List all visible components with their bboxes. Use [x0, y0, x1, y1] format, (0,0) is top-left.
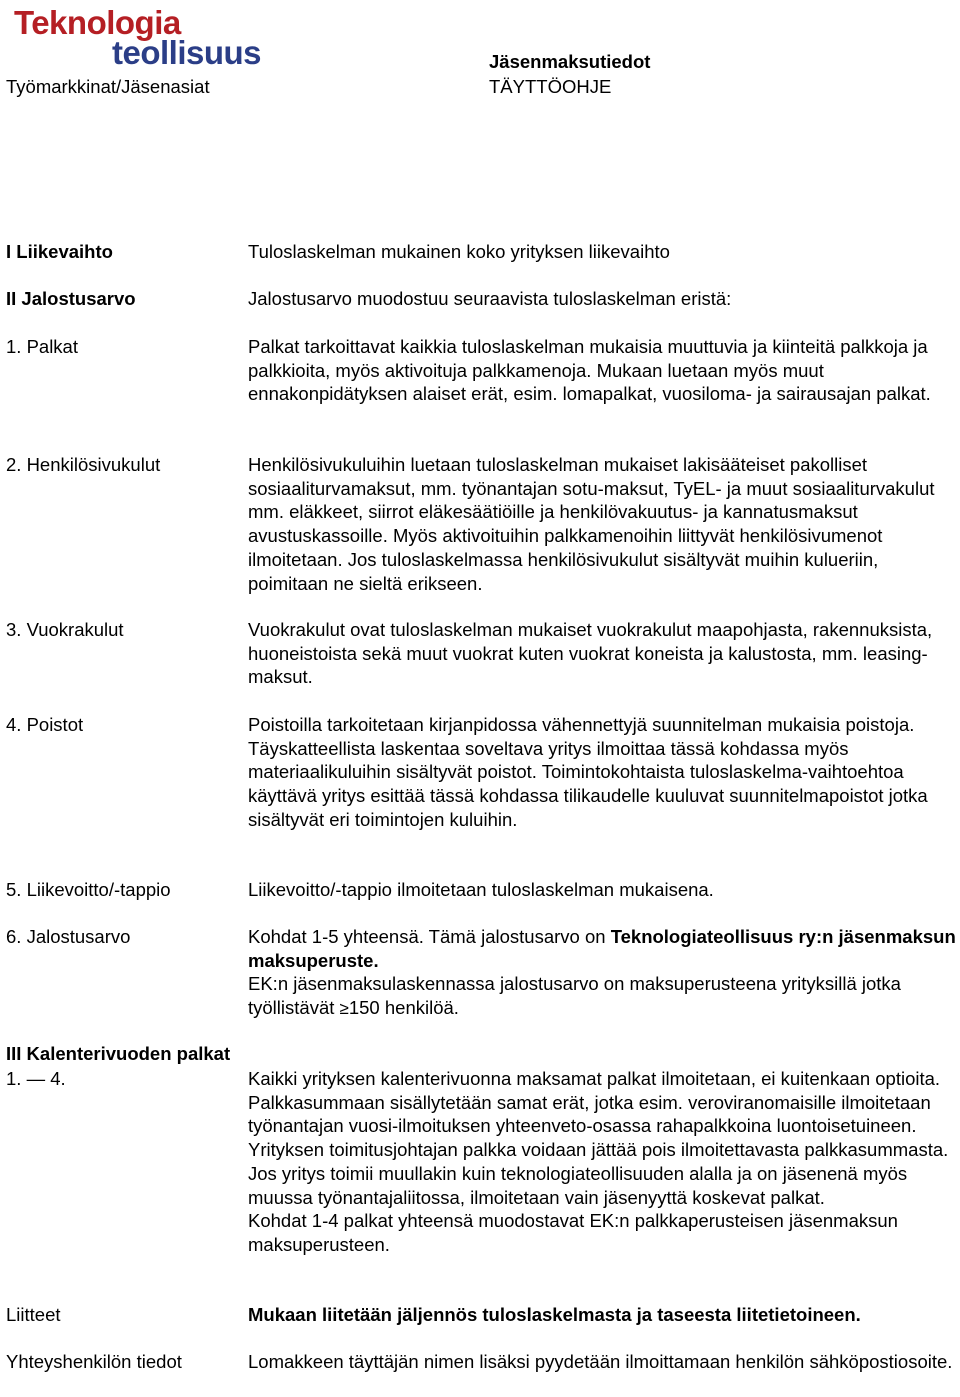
item-text: [248, 1067, 958, 1257]
item-text: [248, 925, 958, 1021]
text-run: Kohdat 1-5 yhteensä. Tämä jalostusarvo on: [248, 926, 611, 947]
item-label: Liitteet: [6, 1304, 61, 1325]
section-kalenterivuoden-palkat-heading: III Kalenterivuoden palkat: [6, 1043, 231, 1064]
section-text: Tuloslaskelman mukainen koko yrityksen liikevaihto: [248, 241, 670, 262]
item-paragraph: Poistoilla tarkoitetaan kirjanpidossa vähennettyjä suunnitelman mukaisia poistoja.: [248, 714, 915, 735]
item-paragraph: Kohdat 1-4 palkat yhteensä muodostavat EK:n palkkaperusteisen jäsenmaksun maksuperusteen.: [248, 1210, 898, 1255]
document-title: Jäsenmaksutiedot: [489, 51, 651, 72]
greater-equal-symbol: ≥: [339, 999, 349, 1019]
item-paragraph: [248, 972, 958, 1020]
item-text: Vuokrakulut ovat tuloslaskelman mukaiset vuokrakulut maapohjasta, rakennuksista, huoneistoista sekä muut vuokrat kuten vuokrat koneista ja kalustosta, mm. leasing-maksut.: [248, 619, 933, 688]
item-label: 2. Henkilösivukulut: [6, 454, 161, 475]
text-run: 150 henkilöä.: [348, 997, 459, 1019]
item-text: [248, 713, 958, 832]
section-label: I Liikevaihto: [6, 241, 113, 262]
item-paragraph: [248, 925, 958, 972]
logo-line-2: teollisuus: [112, 34, 262, 71]
section-text: Jalostusarvo muodostuu seuraavista tuloslaskelman eristä:: [248, 288, 732, 309]
item-text: Henkilösivukuluihin luetaan tuloslaskelman mukaiset lakisääteiset pakolliset sosiaaliturvamaksut, mm. työnantajan sotu-maksut, TyEL- ja muut sosiaaliturvakulut mm. eläkkeet, siirrot eläkesäätiöille ja henkilövakuutus- ja kannatusmaksut avustuskassoille. Myös aktivoituihin palkkamenoihin liittyvät henkilösivumenot ilmoitetaan. Jos tuloslaskelmassa henkilösivukulut sisältyvät muihin kulueriin, poimitaan ne sieltä erikseen.: [248, 454, 935, 594]
item-label: 4. Poistot: [6, 714, 84, 735]
item-text: Palkat tarkoittavat kaikkia tuloslaskelman mukaisia muuttuvia ja kiinteitä palkkoja ja palkkioita, myös aktivoituja palkkamenoja. Mukaan luetaan myös muut ennakonpidätyksen alaiset erät, esim. lomapalkat, vuosiloma- ja sairausajan palkat.: [248, 336, 931, 405]
item-paragraph: Täyskatteellista laskentaa soveltava yritys ilmoittaa tässä kohdassa myös materiaalikuluihin sisältyvät poistot. Toimintokohtaista tuloslaskelma-vaihtoehtoa käyttävä yritys esittää tässä kohdassa tilikaudelle kuuluvat suunnitelmapoistot jotka sisältyvät eri toimintojen kuluihin.: [248, 737, 928, 830]
item-label: 6. Jalostusarvo: [6, 926, 131, 947]
maksuperuste-emphasis: Teknologiateollisuus ry:n jäsenmaksun maksuperuste.: [248, 926, 956, 971]
item-paragraph: Kaikki yrityksen kalenterivuonna maksamat palkat ilmoitetaan, ei kuitenkaan optioita. Palkkasummaan sisällytetään samat erät, jotka esim. veroviranomaisille ilmoitetaan työnantajan vuosi-ilmoituksen yhteenveto-osassa rahapalkkoina luontoisetuineen. Yrityksen toimitusjohtajan palkka voidaan jättää pois ilmoitettavasta palkkasummasta. Jos yritys toimii muullakin kuin teknologiateollisuuden alalla ja on jäsenenä myös muussa työnantajaliitossa, ilmoitetaan vain jäsenyyttä koskevat palkat.: [248, 1068, 949, 1208]
item-label: 3. Vuokrakulut: [6, 619, 124, 640]
item-label: 1. — 4.: [6, 1068, 66, 1089]
department-label: Työmarkkinat/Jäsenasiat: [6, 76, 210, 97]
item-text: Liikevoitto/-tappio ilmoitetaan tuloslaskelman mukaisena.: [248, 879, 714, 900]
text-run: EK:n jäsenmaksulaskennassa jalostusarvo on maksuperusteena yrityksillä jotka työllistävät: [248, 973, 901, 1019]
item-text: Mukaan liitetään jäljennös tuloslaskelmasta ja taseesta liitetietoineen.: [248, 1304, 861, 1325]
document-subtitle: TÄYTTÖOHJE: [489, 76, 612, 97]
section-label: II Jalostusarvo: [6, 288, 136, 309]
item-label: Yhteyshenkilön tiedot: [6, 1351, 182, 1372]
teknologiateollisuus-logo: [14, 4, 284, 71]
logo-line-1: Teknologia: [14, 4, 181, 41]
item-label: 5. Liikevoitto/-tappio: [6, 879, 171, 900]
item-label: 1. Palkat: [6, 336, 78, 357]
item-text: Lomakkeen täyttäjän nimen lisäksi pyydetään ilmoittamaan henkilön sähköpostiosoite.: [248, 1351, 953, 1372]
